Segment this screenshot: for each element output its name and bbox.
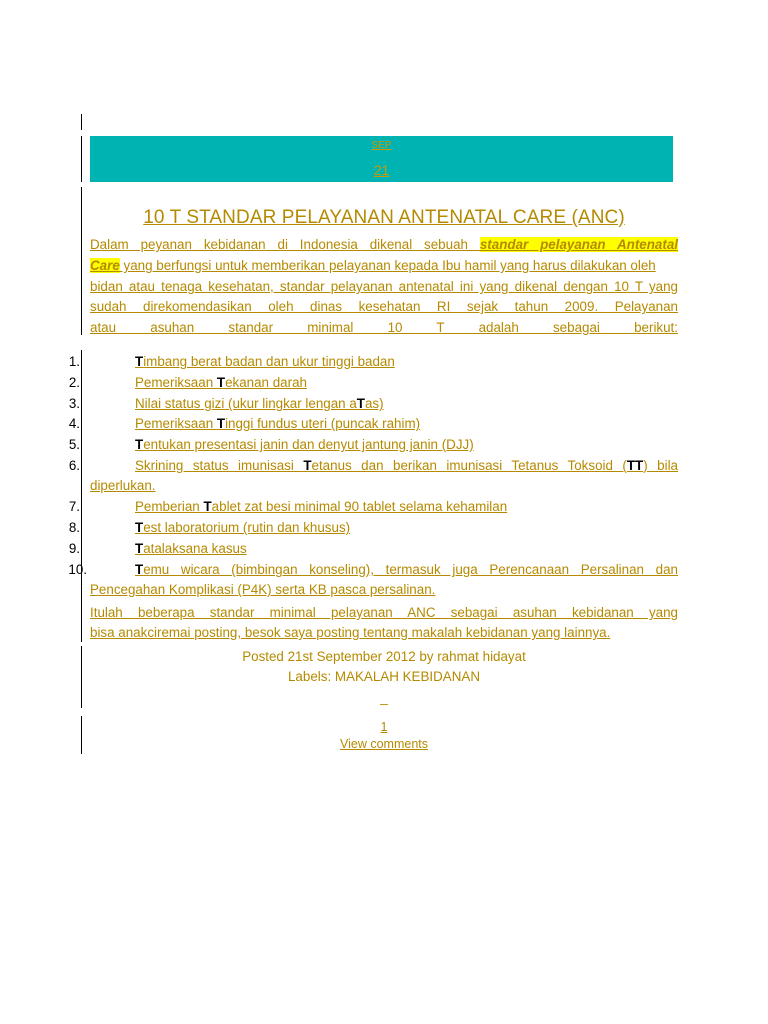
list-number: 5. bbox=[68, 437, 80, 452]
closing-line-2: bisa anakciremai posting, besok saya posting tentang makalah kebidanan yang lainnya. bbox=[90, 625, 611, 640]
list-item: Nilai status gizi (ukur lingkar lengan aTas) bbox=[135, 396, 384, 411]
intro-line-2 bbox=[90, 256, 678, 277]
list-item: Timbang berat badan dan ukur tinggi badan bbox=[135, 354, 395, 369]
list-number: 9. bbox=[68, 541, 80, 556]
list-number: 7. bbox=[68, 499, 80, 514]
intro-text: yang berfungsi untuk memberikan pelayanan kepada Ibu hamil yang harus dilakukan oleh bbox=[119, 258, 656, 273]
list-item: Test laboratorium (rutin dan khusus) bbox=[135, 520, 351, 535]
list-item-continuation: diperlukan. bbox=[90, 478, 156, 493]
left-border bbox=[81, 136, 82, 182]
list-item: Pemeriksaan Tinggi fundus uteri (puncak rahim) bbox=[135, 416, 421, 431]
highlighted-text: standar pelayanan Antenatal bbox=[479, 237, 678, 252]
left-border bbox=[81, 716, 82, 754]
list-item: Skrining status imunisasi Tetanus dan berikan imunisasi Tetanus Toksoid (TT) bila bbox=[135, 458, 679, 473]
list-item: Tentukan presentasi janin dan denyut jantung janin (DJJ) bbox=[135, 437, 474, 452]
left-border bbox=[81, 114, 82, 130]
date-banner bbox=[90, 136, 673, 182]
intro-line-5: atau asuhan standar minimal 10 T adalah sebagai berikut: bbox=[90, 320, 678, 335]
list-item: Temu wicara (bimbingan konseling), termasuk juga Perencanaan Persalinan dan bbox=[135, 562, 678, 577]
comment-count[interactable]: 1 bbox=[380, 720, 388, 734]
left-border bbox=[81, 350, 82, 642]
list-number: 2. bbox=[68, 375, 80, 390]
separator-dash: _ bbox=[380, 690, 388, 705]
list-item: Pemberian Tablet zat besi minimal 90 tablet selama kehamilan bbox=[135, 499, 508, 514]
view-comments-link[interactable]: View comments bbox=[340, 737, 428, 751]
intro-line-4: sudah direkomendasikan oleh dinas kesehatan RI sejak tahun 2009. Pelayanan bbox=[90, 299, 678, 314]
list-number: 10. bbox=[68, 562, 87, 577]
post-labels[interactable]: Labels: MAKALAH KEBIDANAN bbox=[287, 669, 480, 684]
date-day-link[interactable]: 21 bbox=[373, 162, 390, 178]
closing-line-1: Itulah beberapa standar minimal pelayanan ANC sebagai asuhan kebidanan yang bbox=[90, 605, 678, 620]
left-border bbox=[81, 646, 82, 708]
list-item-continuation: Pencegahan Komplikasi (P4K) serta KB pasca persalinan. bbox=[90, 582, 436, 597]
posted-info[interactable]: Posted 21st September 2012 by rahmat hidayat bbox=[242, 649, 526, 664]
left-border bbox=[81, 187, 82, 335]
intro-text: Dalam peyanan kebidanan di Indonesia dikenal sebuah bbox=[90, 237, 468, 252]
intro-line-1 bbox=[90, 235, 678, 256]
list-item: Pemeriksaan Tekanan darah bbox=[135, 375, 307, 390]
list-number: 1. bbox=[68, 354, 80, 369]
list-item: Tatalaksana kasus bbox=[135, 541, 247, 556]
post-title[interactable]: 10 T STANDAR PELAYANAN ANTENATAL CARE (ANC) bbox=[143, 207, 625, 228]
highlighted-text: Care bbox=[90, 258, 120, 273]
intro-line-3: bidan atau tenaga kesehatan, standar pelayanan antenatal ini yang dikenal dengan 10 T yang bbox=[90, 279, 678, 294]
list-number: 6. bbox=[68, 458, 80, 473]
date-month-link[interactable]: SEP bbox=[371, 140, 392, 151]
list-number: 4. bbox=[68, 416, 80, 431]
list-number: 3. bbox=[68, 396, 80, 411]
list-number: 8. bbox=[68, 520, 80, 535]
